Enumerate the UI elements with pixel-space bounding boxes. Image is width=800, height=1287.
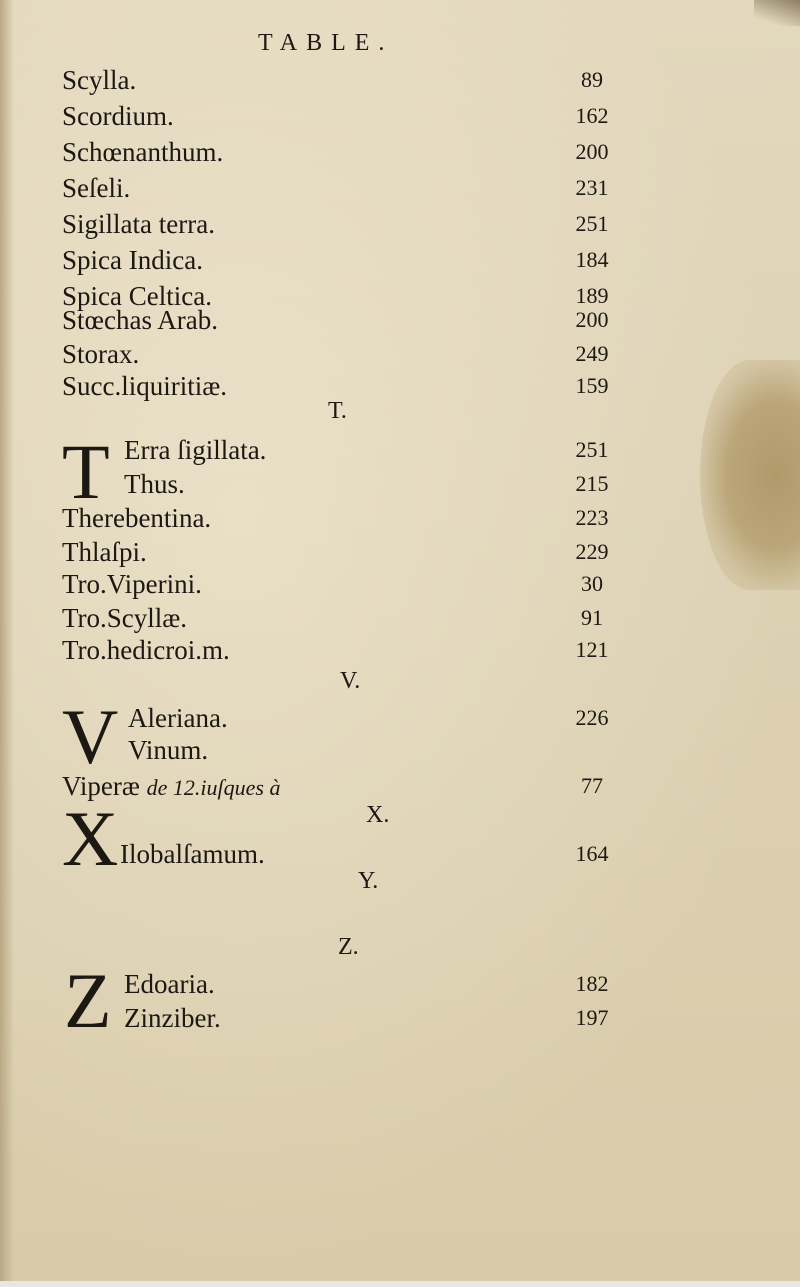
- entry-page: 249: [575, 341, 609, 366]
- entry-name: Ilobalſamum.: [120, 839, 265, 869]
- section-letter-v: V.: [340, 668, 361, 694]
- section-letter-t: T.: [328, 398, 347, 424]
- entry-page: 251: [575, 437, 609, 462]
- page-header: TABLE.: [258, 30, 394, 56]
- dropcap-z: Z: [64, 957, 112, 1044]
- entry-name: Seſeli.: [62, 173, 131, 203]
- entry-name: Tro.hedicroi.m.: [62, 635, 230, 665]
- section-letter-y: Y.: [358, 868, 379, 894]
- entry-name: Thus.: [124, 469, 185, 499]
- entry-page: 121: [575, 637, 609, 662]
- entry-name: Vinum.: [128, 735, 209, 765]
- entry-page: 182: [575, 971, 609, 996]
- entry-page: 223: [575, 505, 609, 530]
- page-bottom-edge: [0, 1281, 800, 1287]
- entry-page: 89: [581, 67, 603, 92]
- entry-name: Storax.: [62, 339, 140, 369]
- entry-name-main: Viperæ: [62, 771, 140, 801]
- entry-name: Sigillata terra.: [62, 209, 215, 239]
- entry-page: 231: [575, 175, 609, 200]
- entry-name: Spica Celtica.: [62, 281, 212, 311]
- entry-name: Spica Indica.: [62, 245, 203, 275]
- page-corner-shadow: [754, 0, 800, 26]
- water-stain: [700, 360, 800, 590]
- entry-page: 164: [575, 841, 609, 866]
- dropcap-v: V: [62, 693, 119, 780]
- entry-page: 200: [575, 307, 609, 332]
- entry-name: Succ.liquiritiæ.: [62, 371, 227, 401]
- entry-page: 77: [581, 773, 603, 798]
- entry-page: 189: [575, 283, 609, 308]
- entry-page: 229: [575, 539, 609, 564]
- entry-name: Tro.Scyllæ.: [62, 603, 188, 633]
- entry-page: 159: [575, 373, 609, 398]
- entry-name: Stœchas Arab.: [62, 305, 218, 335]
- dropcap-t: T: [62, 428, 110, 515]
- entry-name: Thlaſpi.: [62, 537, 147, 567]
- section-letter-x: X.: [366, 802, 390, 828]
- page-left-edge: [0, 0, 14, 1287]
- entry-name: Edoaria.: [124, 969, 215, 999]
- entry-page: 251: [575, 211, 609, 236]
- entry-page: 197: [575, 1005, 609, 1030]
- dropcap-x: X: [62, 795, 119, 882]
- entry-page: 200: [575, 139, 609, 164]
- entry-page: 30: [581, 571, 603, 596]
- entry-page: 226: [575, 705, 609, 730]
- entry-name: Scordium.: [62, 101, 174, 131]
- entry-name-italic: de 12.iuſques à: [146, 775, 281, 800]
- entry-name: Tro.Viperini.: [62, 569, 202, 599]
- entry-page: 162: [575, 103, 609, 128]
- entry-page: 91: [581, 605, 603, 630]
- entry-page: 215: [575, 471, 609, 496]
- entry-name: Scylla.: [62, 65, 137, 95]
- entry-page: 184: [575, 247, 609, 272]
- entry-name: Erra ſigillata.: [124, 435, 267, 465]
- section-letter-z: Z.: [338, 934, 359, 960]
- entry-name: Zinziber.: [124, 1003, 221, 1033]
- entry-name: Therebentina.: [62, 503, 212, 533]
- entry-name: Schœnanthum.: [62, 137, 224, 167]
- entry-name: Aleriana.: [128, 703, 228, 733]
